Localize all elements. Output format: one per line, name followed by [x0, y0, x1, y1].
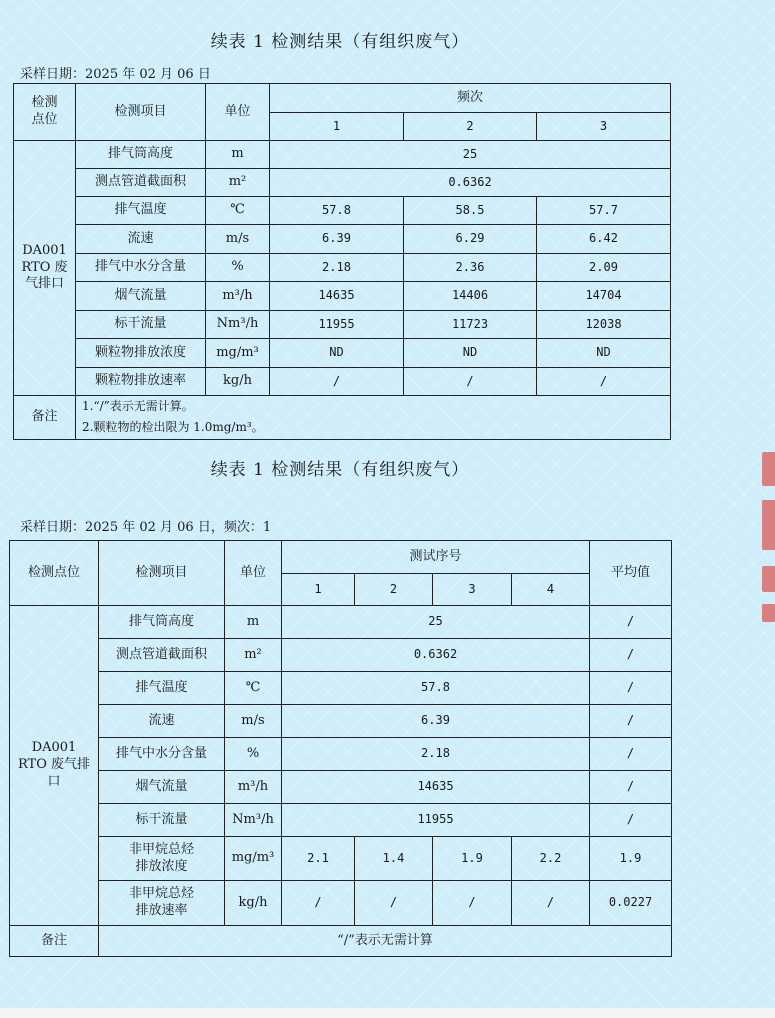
table-row: [14, 339, 671, 368]
item-name: 非甲烷总烃 排放浓度: [99, 837, 225, 881]
table1-sampling-date: 采样日期：2025 年 02 月 06 日: [20, 67, 211, 82]
stamp-fragment: [762, 566, 775, 592]
header-seq-1: 1: [282, 574, 355, 606]
item-name: 颗粒物排放浓度: [76, 339, 206, 368]
header-test-sequence: 测试序号: [282, 541, 590, 574]
item-name: 颗粒物排放速率: [76, 368, 206, 396]
value-3: 14704: [537, 282, 671, 311]
value-1: 2.1: [282, 837, 355, 881]
average-value: /: [590, 639, 672, 672]
header-point: 检测 点位: [14, 84, 76, 141]
item-unit: m/s: [225, 705, 282, 738]
header-average: 平均值: [590, 541, 672, 606]
header-unit: 单位: [225, 541, 282, 606]
merged-value: 25: [270, 141, 671, 169]
value-2: ND: [404, 339, 537, 368]
table-row: [14, 368, 671, 396]
item-unit: mg/m³: [206, 339, 270, 368]
item-unit: Nm³/h: [206, 311, 270, 339]
item-unit: %: [206, 254, 270, 282]
table2: [9, 540, 672, 957]
scan-edge: [0, 1008, 775, 1018]
item-unit: m³/h: [225, 771, 282, 804]
merged-value: 57.8: [282, 672, 590, 705]
value-2: 6.29: [404, 225, 537, 254]
average-value: /: [590, 672, 672, 705]
header-frequency: 频次: [270, 84, 671, 113]
remark-label: 备注: [10, 926, 99, 957]
value-4: /: [512, 881, 590, 926]
item-name: 烟气流量: [76, 282, 206, 311]
header-item: 检测项目: [76, 84, 206, 141]
item-unit: kg/h: [206, 368, 270, 396]
item-unit: mg/m³: [225, 837, 282, 881]
table-row: [10, 639, 672, 672]
value-3: ND: [537, 339, 671, 368]
table-row: [14, 197, 671, 225]
table-row: [14, 141, 671, 169]
average-value: /: [590, 738, 672, 771]
average-value: /: [590, 606, 672, 639]
header-freq-3: 3: [537, 113, 671, 141]
value-1: /: [282, 881, 355, 926]
average-value: 1.9: [590, 837, 672, 881]
average-value: /: [590, 804, 672, 837]
item-name: 排气筒高度: [99, 606, 225, 639]
merged-value: 0.6362: [270, 169, 671, 197]
value-3: 57.7: [537, 197, 671, 225]
header-seq-4: 4: [512, 574, 590, 606]
stamp-fragment: [762, 452, 775, 486]
remark-label: 备注: [14, 396, 76, 440]
header-seq-3: 3: [433, 574, 512, 606]
item-name: 测点管道截面积: [99, 639, 225, 672]
table-row: [10, 881, 672, 926]
value-3: /: [433, 881, 512, 926]
average-value: /: [590, 705, 672, 738]
value-2: 2.36: [404, 254, 537, 282]
table-row: [10, 606, 672, 639]
value-1: 2.18: [270, 254, 404, 282]
remark-row: [14, 418, 671, 440]
table1-title: 续表 1 检测结果（有组织废气）: [210, 32, 470, 52]
item-name: 排气中水分含量: [76, 254, 206, 282]
table2-sampling-date: 采样日期：2025 年 02 月 06 日，频次：1: [20, 520, 272, 535]
value-1: 11955: [270, 311, 404, 339]
value-1: 6.39: [270, 225, 404, 254]
table-row: [14, 169, 671, 197]
item-unit: m: [225, 606, 282, 639]
merged-value: 25: [282, 606, 590, 639]
table-row: [10, 771, 672, 804]
value-2: 58.5: [404, 197, 537, 225]
value-2: 1.4: [355, 837, 433, 881]
monitoring-point: DA001 RTO 废气排 口: [10, 606, 99, 926]
merged-value: 11955: [282, 804, 590, 837]
table-row: [10, 738, 672, 771]
table-row: [14, 254, 671, 282]
item-name: 流速: [76, 225, 206, 254]
item-name: 测点管道截面积: [76, 169, 206, 197]
table-row: [10, 837, 672, 881]
table-row: [14, 282, 671, 311]
item-unit: Nm³/h: [225, 804, 282, 837]
item-name: 排气温度: [76, 197, 206, 225]
header-item: 检测项目: [99, 541, 225, 606]
value-3: 1.9: [433, 837, 512, 881]
header-unit: 单位: [206, 84, 270, 141]
value-1: ND: [270, 339, 404, 368]
stamp-fragment: [762, 604, 775, 622]
header-freq-1: 1: [270, 113, 404, 141]
item-name: 流速: [99, 705, 225, 738]
value-2: /: [404, 368, 537, 396]
item-unit: m/s: [206, 225, 270, 254]
header-point: 检测点位: [10, 541, 99, 606]
remark-line-2: 2.颗粒物的检出限为 1.0mg/m³。: [76, 418, 671, 440]
merged-value: 6.39: [282, 705, 590, 738]
average-value: 0.0227: [590, 881, 672, 926]
table-row: [10, 705, 672, 738]
item-unit: m²: [206, 169, 270, 197]
item-unit: m: [206, 141, 270, 169]
remark-line-1: 1.“/”表示无需计算。: [76, 396, 671, 418]
remark-row: [10, 926, 672, 957]
value-1: 57.8: [270, 197, 404, 225]
table-row: [14, 311, 671, 339]
merged-value: 2.18: [282, 738, 590, 771]
item-unit: m²: [225, 639, 282, 672]
value-4: 2.2: [512, 837, 590, 881]
value-1: /: [270, 368, 404, 396]
value-2: /: [355, 881, 433, 926]
value-3: 2.09: [537, 254, 671, 282]
monitoring-point: DA001 RTO 废 气排口: [14, 141, 76, 396]
item-name: 排气筒高度: [76, 141, 206, 169]
item-unit: m³/h: [206, 282, 270, 311]
item-name: 标干流量: [99, 804, 225, 837]
value-2: 11723: [404, 311, 537, 339]
item-unit: ℃: [225, 672, 282, 705]
value-3: 12038: [537, 311, 671, 339]
item-name: 排气中水分含量: [99, 738, 225, 771]
item-name: 排气温度: [99, 672, 225, 705]
average-value: /: [590, 771, 672, 804]
merged-value: 0.6362: [282, 639, 590, 672]
table-row: [10, 804, 672, 837]
merged-value: 14635: [282, 771, 590, 804]
item-name: 非甲烷总烃 排放速率: [99, 881, 225, 926]
table1: [13, 83, 671, 440]
header-seq-2: 2: [355, 574, 433, 606]
header-freq-2: 2: [404, 113, 537, 141]
item-unit: %: [225, 738, 282, 771]
item-unit: ℃: [206, 197, 270, 225]
table-row: [14, 225, 671, 254]
table2-title: 续表 1 检测结果（有组织废气）: [210, 460, 470, 480]
value-1: 14635: [270, 282, 404, 311]
stamp-fragment: [762, 500, 775, 550]
item-unit: kg/h: [225, 881, 282, 926]
value-2: 14406: [404, 282, 537, 311]
item-name: 标干流量: [76, 311, 206, 339]
remark-text: “/”表示无需计算: [99, 926, 672, 957]
remark-row: [14, 396, 671, 418]
item-name: 烟气流量: [99, 771, 225, 804]
value-3: 6.42: [537, 225, 671, 254]
value-3: /: [537, 368, 671, 396]
table-row: [10, 672, 672, 705]
